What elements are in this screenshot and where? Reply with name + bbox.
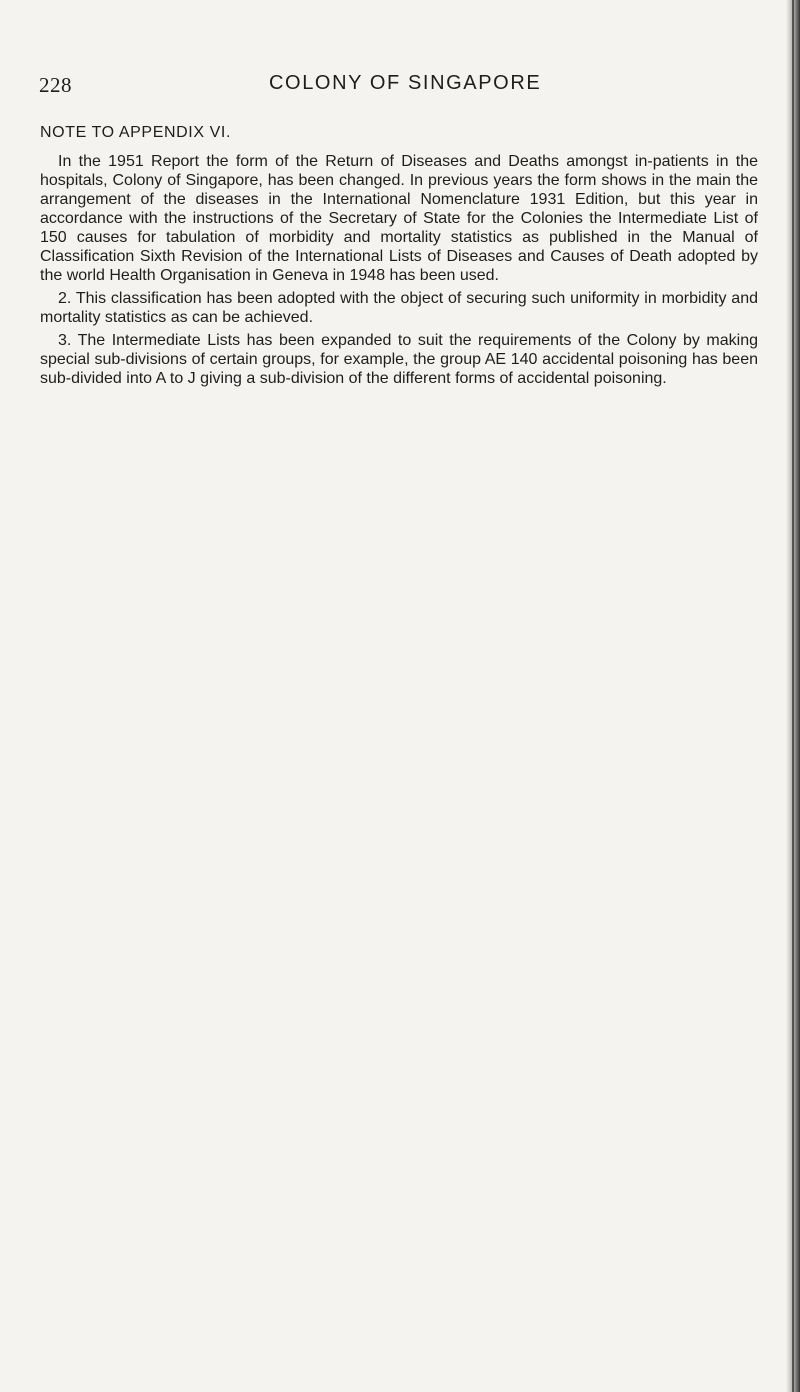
running-title: COLONY OF SINGAPORE bbox=[269, 72, 542, 94]
note-heading: NOTE TO APPENDIX VI. bbox=[40, 124, 232, 141]
paragraph-2: 2. This classification has been adopted with the object of securing such uniformity in morbidity and mortality statistics as can be achieved. bbox=[40, 290, 758, 326]
paragraph-1: In the 1951 Report the form of the Return of Diseases and Deaths amongst in-patients in the hospitals, Colony of Singapore, has been changed. In previous years the form shows in the main the arrangement of the diseases in the International Nomenclature 1931 Edition, but this year in accordance with the instructions of the Secretary of State for the Colonies the Intermediate List of 150 causes for tabulation of morbidity and mortality statistics as published in the Manual of Classification Sixth Revision of the International Lists of Diseases and Causes of Death adopted by the world Health Organisation in Geneva in 1948 has been used. bbox=[40, 153, 758, 284]
page-edge-line bbox=[792, 0, 794, 1392]
page-number: 228 bbox=[39, 73, 72, 97]
paragraph-3: 3. The Intermediate Lists has been expanded to suit the requirements of the Colony by making special sub-divisions of certain groups, for example, the group AE 140 accidental poisoning has been sub-divided into A to J giving a sub-division of the different forms of accidental poisoning. bbox=[40, 332, 758, 387]
note-body bbox=[40, 152, 758, 392]
